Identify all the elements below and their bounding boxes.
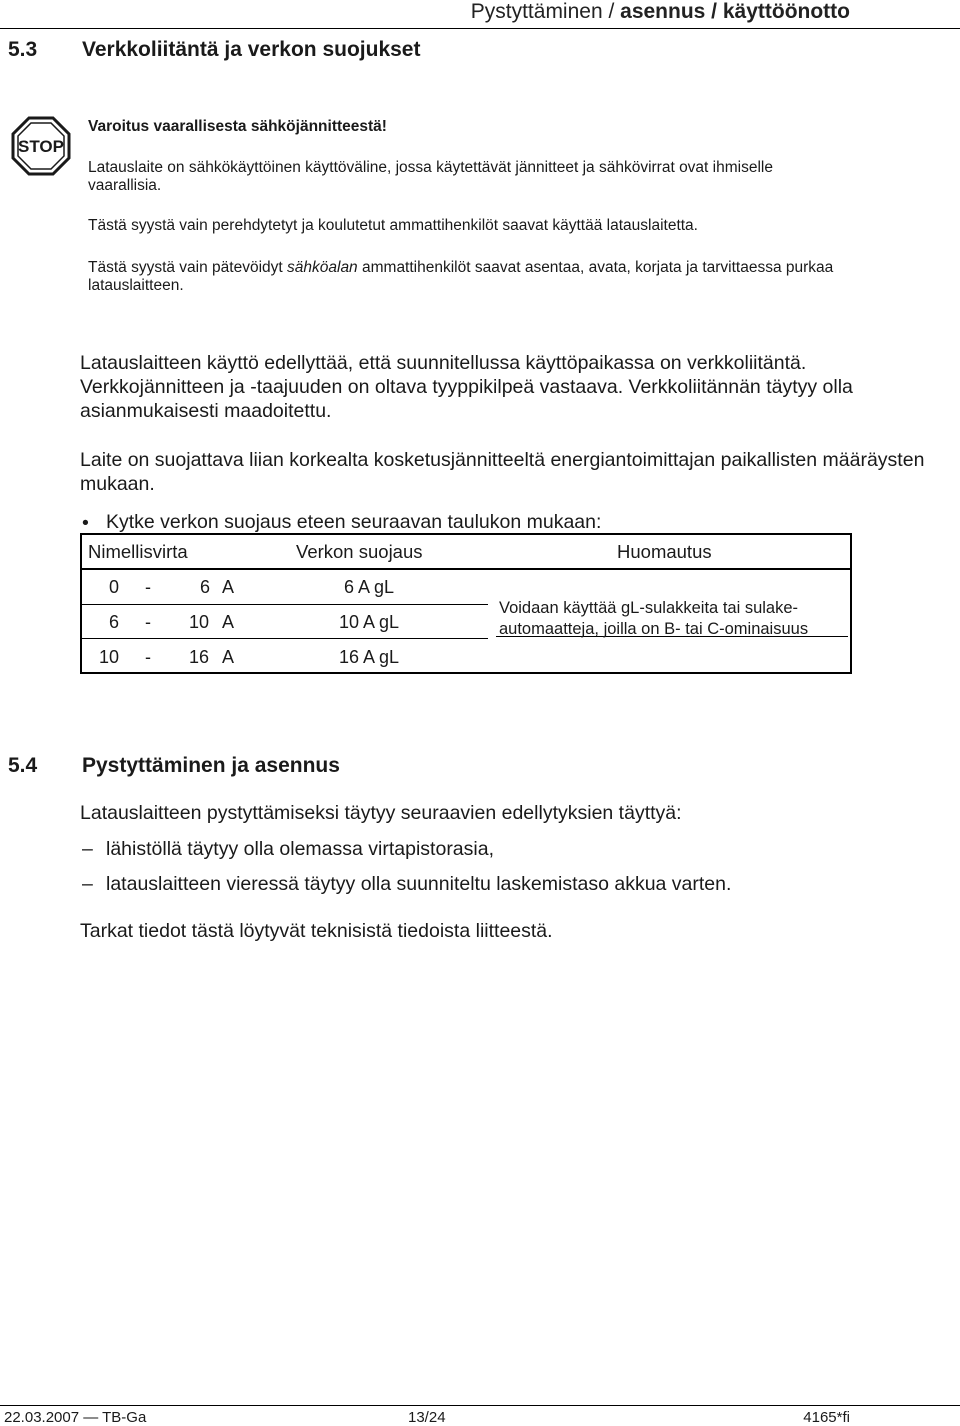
running-header-bold: asennus / käyttöönotto (620, 0, 850, 23)
stop-sign-label: STOP (18, 137, 64, 156)
warning-paragraph-1: Latauslaite on sähkökäyttöinen käyttöväline, jossa käytettävät jännitteet ja sähkövirrat ovat ihmiselle vaarallisia. (88, 159, 773, 194)
row1-sep: - (145, 577, 151, 597)
footer-rule (0, 1405, 960, 1406)
footer-date-code: 22.03.2007 — TB-Ga (4, 1409, 147, 1426)
requirement-item: latauslaitteen vieressä täytyy olla suunniteltu laskemistaso akkua varten. (106, 873, 732, 895)
closing-paragraph: Tarkat tiedot tästä löytyvät teknisistä tiedoista liitteestä. (80, 920, 553, 942)
running-header (471, 0, 850, 24)
header-rule (0, 28, 960, 29)
row3-from: 10 (99, 647, 120, 667)
dash-icon: – (82, 873, 93, 895)
warning-p3-italic: sähköalan (287, 259, 358, 276)
section-53-number: 5.3 (8, 38, 38, 61)
table-header-fuse: Verkon suojaus (296, 541, 423, 562)
warning-title: Varoitus vaarallisesta sähköjännitteestä! (88, 118, 387, 135)
installation-intro: Latauslaitteen pystyttämiseksi täytyy seuraavien edellytyksien täyttyä: (80, 802, 682, 824)
warning-paragraph-3 (88, 259, 848, 295)
running-header-prefix: Pystyttäminen / (470, 0, 621, 23)
dash-icon: – (82, 838, 93, 860)
row2-rule (82, 638, 488, 639)
row2-unit: A (222, 612, 235, 632)
row2-fuse: 10 A gL (339, 612, 400, 632)
row1-fuse: 6 A gL (344, 577, 395, 597)
row2-from: 6 (109, 612, 120, 632)
table-header-rated-current: Nimellisvirta (88, 541, 188, 562)
row1-rule (82, 604, 488, 605)
footer-doc-id: 4165*fi (803, 1409, 850, 1426)
row1-from: 0 (109, 577, 120, 597)
row3-sep: - (145, 647, 151, 667)
row1-unit: A (222, 577, 235, 597)
bullet-icon: • (82, 512, 89, 534)
section-53-title: Verkkoliitäntä ja verkon suojukset (82, 38, 421, 61)
requirement-item: lähistöllä täytyy olla olemassa virtapistorasia, (106, 838, 495, 860)
section-54-title: Pystyttäminen ja asennus (82, 754, 340, 777)
row2-sep: - (145, 612, 151, 632)
section-54-number: 5.4 (8, 754, 38, 777)
warning-p3-before: Tästä syystä vain pätevöidyt (88, 259, 288, 276)
row1-to: 6 (200, 577, 211, 597)
row3-fuse: 16 A gL (339, 647, 400, 667)
table-header-note: Huomautus (617, 541, 712, 562)
stop-sign-icon (11, 116, 71, 176)
bullet-instruction: Kytke verkon suojaus eteen seuraavan taulukon mukaan: (106, 511, 602, 533)
row3-to: 16 (189, 647, 210, 667)
warning-p3-after: ammattihenkilöt saavat asentaa, avata, korjata ja tarvittaessa purkaa latauslaitteen. (88, 259, 834, 294)
footer-page-number: 13/24 (408, 1409, 446, 1426)
warning-paragraph-2: Tästä syystä vain perehdytetyt ja koulutetut ammattihenkilöt saavat käyttää latauslaitetta. (88, 217, 698, 234)
row3-unit: A (222, 647, 235, 667)
table-header-rule (80, 568, 852, 570)
paragraph-network-connection: Latauslaitteen käyttö edellyttää, että suunnitellussa käyttöpaikassa on verkkoliitäntä. Verkkojännitteen ja -taajuuden on oltava tyyppikilpeä vastaava. Verkkoliitännän täytyy olla asianmukaisesti maadoitettu. (80, 352, 853, 422)
row2-to: 10 (189, 612, 210, 632)
table-note: Voidaan käyttää gL-sulakkeita tai sulake-automaatteja, joilla on B- tai C-ominaisuus (499, 599, 809, 638)
paragraph-protection: Laite on suojattava liian korkealta kosketusjännitteeltä energiantoimittajan paikallisten määräysten mukaan. (80, 449, 925, 495)
